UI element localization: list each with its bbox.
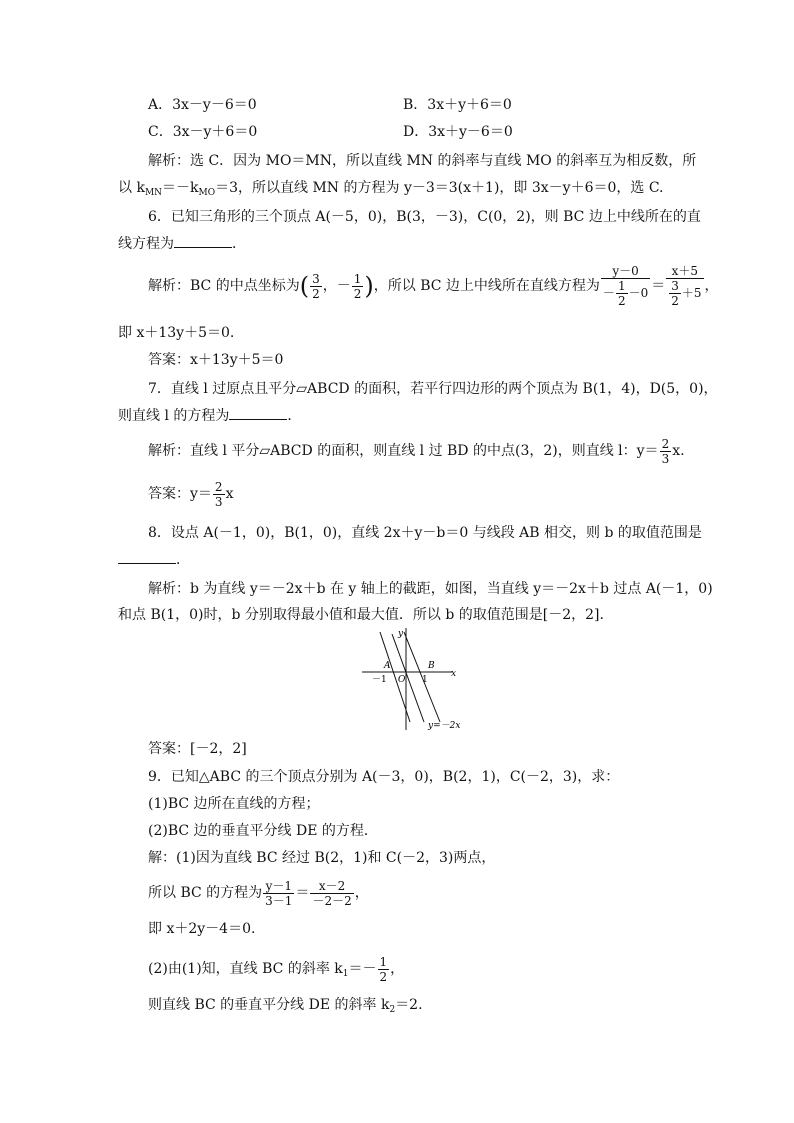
q9-solution-line2: 所以 BC 的方程为 $\frac{y-1}{3-1}$ ＝ $\frac{x-2}{-2-2}$ ， [148,878,369,908]
q5-solution-line2: 以 $k_{MN}=-k_{MO}=3$，所以直线 MN 的方程为 y－3＝3(x＋1)，即 3x－y＋6＝0，选 C. [118,180,664,198]
answer-blank [118,551,176,564]
median-rhs-fraction: x＋5 $\frac{3}{2}$ ＋5 [666,264,703,308]
q8-stem-line1: 8．设点 A(－1，0)，B(1，0)，直线 2x＋y－b＝0 与线段 AB 相交，则 b 的取值范围是 [148,525,702,541]
q9-part2: (2)BC 边的垂直平分线 DE 的方程． [148,823,378,839]
q6-stem-line2: 线方程为 ． [118,236,246,252]
q9-solution-line4: (2)由(1)知，直线 BC 的斜率 $k_1=-$ $\frac{1}{2}$ ， [148,954,405,984]
q5-option-b: B．3x＋y＋6＝0 [403,97,512,113]
tick-neg1-label: －1 [372,675,387,685]
q8-solution-line1: 解析：b 为直线 y＝－2x＋b 在 y 轴上的截距，如图，当直线 y＝－2x＋b 过点 A(－1，0) [148,581,713,597]
midpoint-y-fraction: $\frac{1}{2}$ [353,271,362,301]
origin-label: O [398,675,406,685]
q6-solution-result: 即 x＋13y＋5＝0. [118,325,235,341]
q9-solution-line3: 即 x＋2y－4＝0. [148,921,256,937]
q9-solution-line5: 则直线 BC 的垂直平分线 DE 的斜率 $k_2=2$. [148,997,423,1015]
line-equation-label: y=－2x [428,721,460,731]
tick-1-label: 1 [422,675,428,685]
q8-solution-line2: 和点 B(1，0)时，b 分别取得最小值和最大值．所以 b 的取值范围是[－2，2]. [118,607,604,623]
q8-answer: 答案：[－2，2] [148,741,247,757]
y-axis-label: y [398,629,404,639]
q7-stem-line2: 则直线 l 的方程为 ． [118,408,302,424]
q8-figure [360,626,460,732]
q7-solution: 解析：直线 l 平分▱ABCD 的面积，则直线 l 过 BD 的中点(3，2)，则直线 l：y＝ $\frac{2}{3}$ x. [148,436,685,466]
x-axis-label: x [451,669,457,679]
q5-solution-line1: 解析：选 C．因为 MO＝MN，所以直线 MN 的斜率与直线 MO 的斜率互为相反数，所 [148,153,697,169]
q8-stem-line2: ． [118,551,190,569]
line-through-origin [392,634,424,722]
answer-blank [174,235,232,248]
q5-option-c: C．3x－y＋6＝0 [148,124,258,140]
median-lhs-fraction: y－0 － $\frac{1}{2}$ －0 [602,264,649,308]
midpoint-x-fraction: $\frac{3}{2}$ [312,271,320,301]
answer-blank [229,407,287,420]
q7-stem-line1: 7．直线 l 过原点且平分▱ABCD 的面积，若平行四边形的两个顶点为 B(1，4)，D(5，0)， [148,381,718,397]
q9-stem: 9．已知△ABC 的三个顶点分别为 A(－3，0)，B(2，1)，C(－2，3)，求： [148,769,620,785]
q5-option-a: A．3x－y－6＝0 [148,97,257,113]
q9-solution-line1: 解：(1)因为直线 BC 经过 B(2，1)和 C(－2，3)两点， [148,850,496,866]
q5-option-d: D．3x＋y－6＝0 [403,124,513,140]
point-a-label: A [384,661,391,671]
q9-part1: (1)BC 边所在直线的方程； [148,796,320,812]
q6-answer: 答案：x＋13y＋5＝0 [148,352,284,368]
q6-stem-line1: 6．已知三角形的三个顶点 A(－5，0)，B(3，－3)，C(0，2)，则 BC 边上中线所在的直 [148,209,701,225]
q7-answer: 答案：y＝ $\frac{2}{3}$ x [148,479,234,509]
q6-solution: 解析：BC 的中点坐标为( $\frac{3}{2}$ ，－ $\frac{1}{2}$ )，所以 BC 边上中线所在直线方程为 y－0 － $\frac{1}{2}$ －0 ＝ x＋5 $\frac{3}{2}$ ＋5 ， [148,264,719,308]
point-b-label: B [428,661,435,671]
